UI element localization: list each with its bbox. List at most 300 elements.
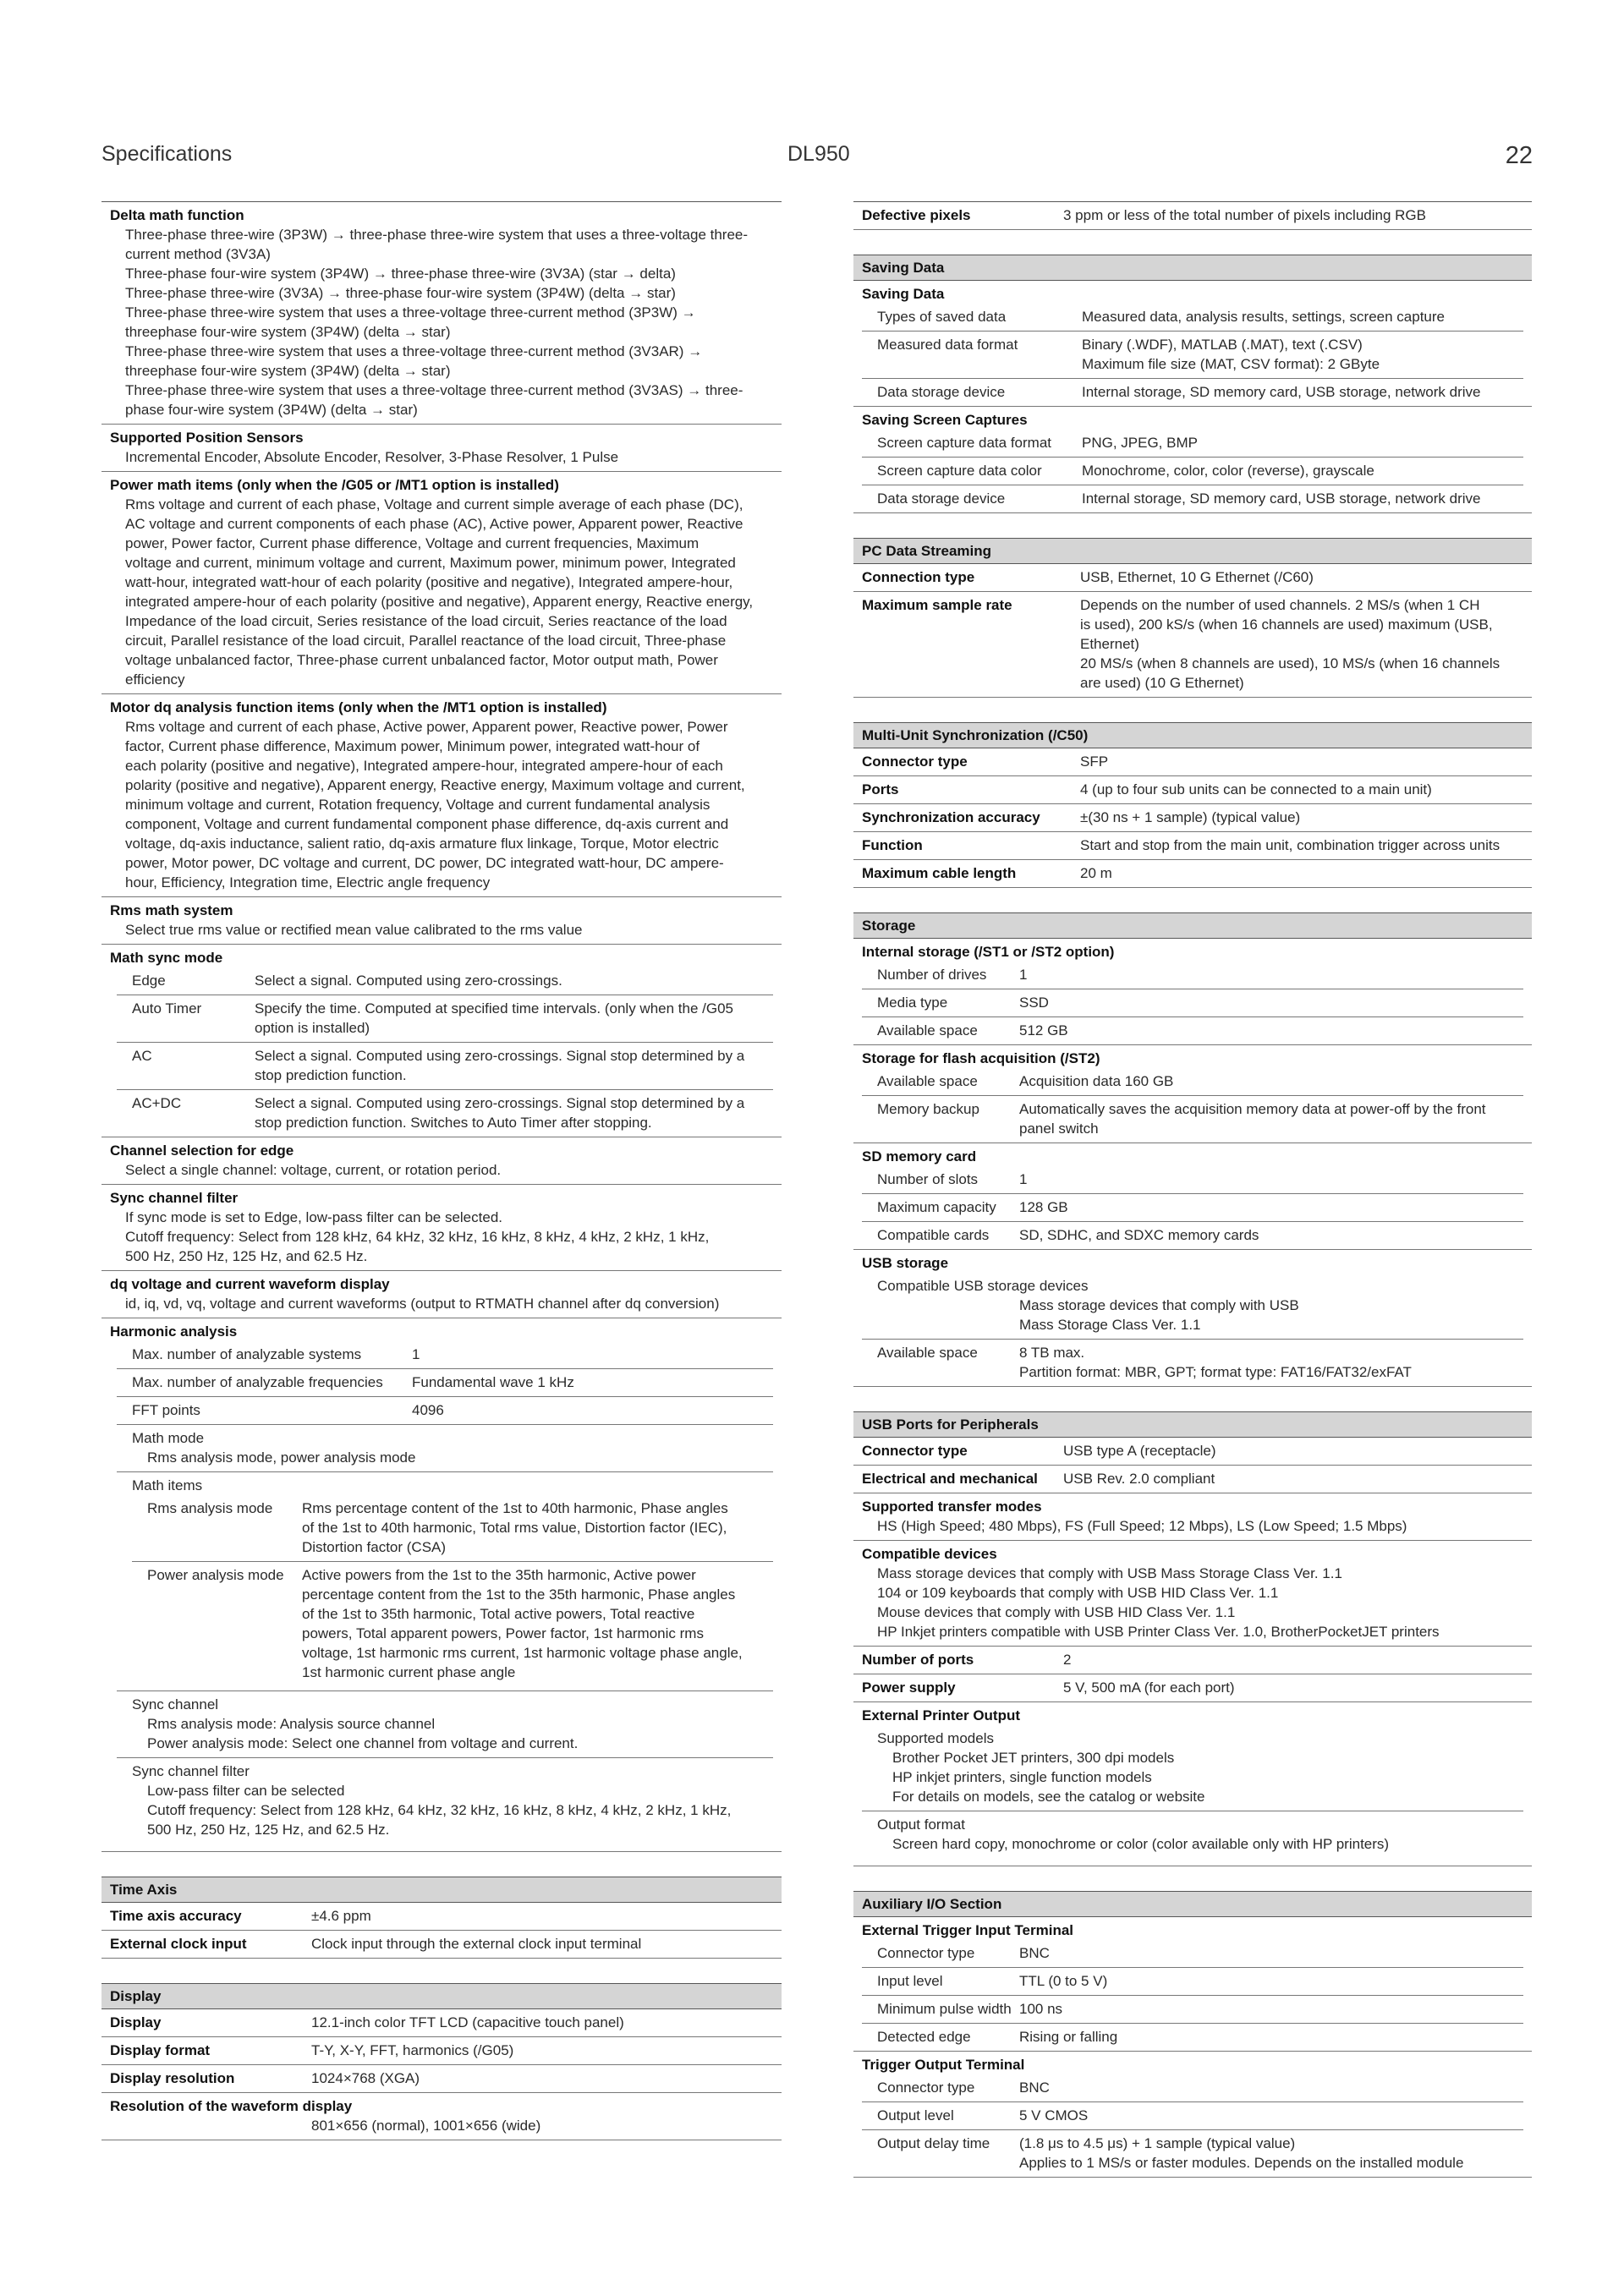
- spec-subrow: [862, 1996, 1523, 2024]
- spec-value: [1019, 965, 1523, 984]
- page-number: 22: [1505, 142, 1533, 169]
- spec-value-line: SD, SDHC, and SDXC memory cards: [1019, 1227, 1259, 1243]
- spec-line: power, Motor power, DC voltage and current, DC power, DC integrated watt-hour, DC ampere-: [125, 855, 724, 871]
- spec-value-line: 1: [1019, 967, 1028, 983]
- spec-line: HP Inkjet printers compatible with USB Printer Class Ver. 1.0, BrotherPocketJET printers: [877, 1624, 1440, 1640]
- right-column: [853, 201, 1532, 2178]
- section-header: Multi-Unit Synchronization (/C50): [853, 722, 1532, 748]
- spec-line: HS (High Speed; 480 Mbps), FS (Full Speed; 12 Mbps), LS (Low Speed; 1.5 Mbps): [877, 1518, 1407, 1534]
- spec-subtitle: Compatible devices: [862, 1546, 997, 1562]
- spec-value: [1019, 1021, 1523, 1040]
- spec-value: [302, 1499, 773, 1557]
- spec-title: Math sync mode: [110, 950, 223, 966]
- spec-value: [1080, 752, 1523, 771]
- spec-value: [255, 1093, 773, 1132]
- spec-value: [302, 1565, 773, 1682]
- spec-subtitle: Saving Data: [862, 286, 945, 302]
- spec-subrow: [862, 989, 1523, 1017]
- spec-key: Connector type: [862, 753, 968, 770]
- spec-subtitle: Saving Screen Captures: [862, 412, 1028, 428]
- multi-unit-sync-section: [853, 722, 1532, 888]
- sync-channel-filter-sub: [117, 1758, 773, 1851]
- position-sensors-block: [102, 425, 782, 472]
- spec-value-line: Maximum file size (MAT, CSV format): 2 GByte: [1082, 356, 1380, 372]
- spec-value: [1082, 382, 1523, 402]
- spec-row: [853, 832, 1532, 860]
- spec-key: Screen capture data format: [877, 435, 1052, 451]
- spec-key: Data storage device: [877, 490, 1006, 507]
- spec-title: Rms math system: [110, 902, 233, 918]
- spec-line: voltage unbalanced factor, Three-phase current unbalanced factor, Motor output math, Power: [125, 652, 718, 668]
- spec-row: [102, 2009, 782, 2037]
- spec-subrow: [862, 2130, 1523, 2177]
- transfer-modes-block: [853, 1493, 1532, 1541]
- spec-title: Harmonic analysis: [110, 1323, 238, 1340]
- spec-key: Resolution of the waveform display: [110, 2098, 353, 2114]
- spec-value-line: BNC: [1019, 2080, 1050, 2096]
- spec-value: [1019, 2078, 1523, 2097]
- section-header: Storage: [853, 912, 1532, 939]
- spec-value-line: Active powers from the 1st to the 35th harmonic, Active power: [302, 1567, 696, 1583]
- spec-line: Select true rms value or rectified mean value calibrated to the rms value: [125, 922, 583, 938]
- sync-channel-block: [117, 1691, 773, 1758]
- spec-value-line: 1: [1019, 1171, 1028, 1187]
- spec-key: Max. number of analyzable systems: [132, 1346, 362, 1362]
- spec-row: [853, 592, 1532, 698]
- spec-line: integrated ampere-hour of each polarity (positive and negative), Apparent energy, Reactive energy,: [125, 594, 754, 610]
- page-header: [0, 142, 1624, 176]
- storage-internal-block: [853, 939, 1532, 1045]
- spec-value: [1019, 2106, 1523, 2125]
- spec-key: Available space: [877, 1073, 978, 1089]
- spec-value: [1080, 863, 1523, 883]
- spec-key: Input level: [877, 1973, 943, 1989]
- spec-value-line: Mass storage devices that comply with USB: [1019, 1297, 1299, 1313]
- spec-value-line: Rms percentage content of the 1st to 40th harmonic, Phase angles: [302, 1500, 728, 1516]
- spec-subtitle: Supported models: [877, 1730, 994, 1746]
- spec-value: Fundamental wave 1 kHz: [412, 1374, 574, 1390]
- pc-streaming-section: [853, 538, 1532, 698]
- spec-row: [853, 748, 1532, 776]
- waveform-resolution-row: [102, 2093, 782, 2140]
- spec-line: circuit, Parallel resistance of the load circuit, Parallel reactance of the load circuit, Three-phase: [125, 633, 727, 649]
- aux-trig_out-block: [853, 2052, 1532, 2178]
- power-math-block: [102, 472, 782, 694]
- spec-key: Connector type: [877, 1945, 975, 1961]
- spec-row: [853, 1674, 1532, 1702]
- spec-value: 4096: [412, 1402, 444, 1418]
- spec-value: 1: [412, 1346, 420, 1362]
- section-header: USB Ports for Peripherals: [853, 1411, 1532, 1438]
- spec-title: Motor dq analysis function items (only when the /MT1 option is installed): [110, 699, 607, 715]
- spec-subtitle: External Printer Output: [862, 1707, 1021, 1723]
- spec-subtitle: Output format: [877, 1817, 965, 1833]
- spec-value-line: stop prediction function.: [255, 1067, 407, 1083]
- spec-value-line: 100 ns: [1019, 2001, 1063, 2017]
- spec-value-line: 20 MS/s (when 8 channels are used), 10 MS/s (when 16 channels: [1080, 655, 1501, 671]
- spec-key: Ports: [862, 781, 899, 797]
- spec-line: power, Power factor, Current phase difference, Voltage and current frequencies, Maximum: [125, 535, 700, 551]
- spec-subrow: [862, 1096, 1523, 1143]
- spec-subrow: [862, 2074, 1523, 2102]
- spec-value-line: 8 TB max.: [1019, 1345, 1085, 1361]
- spec-subrow: [117, 1090, 773, 1137]
- spec-value-line: BNC: [1019, 1945, 1050, 1961]
- spec-value-line: Ethernet): [1080, 636, 1139, 652]
- storage-section: [853, 912, 1532, 1387]
- spec-key: Compatible USB storage devices: [877, 1278, 1089, 1294]
- spec-key: Maximum cable length: [862, 865, 1017, 881]
- spec-line: Three-phase three-wire (3V3A) → three-phase four-wire system (3P4W) (delta → star): [125, 285, 676, 301]
- spec-value-line: Acquisition data 160 GB: [1019, 1073, 1174, 1089]
- spec-key: Connector type: [877, 2080, 975, 2096]
- auxiliary-io-section: [853, 1891, 1532, 2178]
- spec-value: [1082, 461, 1523, 480]
- spec-key: FFT points: [132, 1402, 200, 1418]
- spec-line: polarity (positive and negative), Apparent energy, Reactive energy, Maximum voltage and current,: [125, 777, 745, 793]
- spec-key: Data storage device: [877, 384, 1006, 400]
- spec-line: component, Voltage and current fundamental component phase difference, dq-axis current and: [125, 816, 729, 832]
- spec-row: [853, 202, 1532, 230]
- spec-key: Detected edge: [877, 2029, 971, 2045]
- spec-line: Rms analysis mode, power analysis mode: [147, 1449, 416, 1466]
- spec-key: Output level: [877, 2107, 954, 2123]
- spec-key: Types of saved data: [877, 309, 1007, 325]
- section-header: PC Data Streaming: [853, 538, 1532, 564]
- time-axis-section: [102, 1877, 782, 1959]
- spec-value-line: 512 GB: [1019, 1022, 1068, 1038]
- spec-value-line: TTL (0 to 5 V): [1019, 1973, 1108, 1989]
- spec-line: threephase four-wire system (3P4W) (delta → star): [125, 363, 451, 379]
- spec-value: 2: [1063, 1652, 1072, 1668]
- spec-subrow: [862, 332, 1523, 379]
- spec-value: [1019, 1197, 1523, 1217]
- spec-key: AC: [132, 1048, 152, 1064]
- spec-value: [255, 971, 773, 990]
- spec-row: [853, 804, 1532, 832]
- spec-line: 500 Hz, 250 Hz, 125 Hz, and 62.5 Hz.: [125, 1248, 368, 1264]
- spec-line: Rms voltage and current of each phase, Active power, Apparent power, Reactive power, Power: [125, 719, 728, 735]
- spec-subtitle: USB storage: [862, 1255, 949, 1271]
- section-header: Saving Data: [853, 255, 1532, 281]
- spec-subrow: [132, 1562, 773, 1686]
- spec-value-line: 4 (up to four sub units can be connected to a main unit): [1080, 781, 1432, 797]
- spec-row: [102, 2065, 782, 2093]
- spec-value: Clock input through the external clock input terminal: [311, 1936, 642, 1952]
- storage-sd-block: [853, 1143, 1532, 1250]
- spec-subrow: [862, 1273, 1523, 1340]
- section-header: Display: [102, 1983, 782, 2009]
- spec-row: [853, 1466, 1532, 1493]
- storage-flash-block: [853, 1045, 1532, 1143]
- spec-key: Max. number of analyzable frequencies: [132, 1374, 383, 1390]
- storage-usb-block: [853, 1250, 1532, 1387]
- spec-line: threephase four-wire system (3P4W) (delta → star): [125, 324, 451, 340]
- spec-line: Mass storage devices that comply with USB Mass Storage Class Ver. 1.1: [877, 1565, 1342, 1581]
- spec-line: Cutoff frequency: Select from 128 kHz, 64 kHz, 32 kHz, 16 kHz, 8 kHz, 4 kHz, 2 kHz, 1 kHz,: [147, 1802, 732, 1818]
- spec-value-line: (1.8 μs to 4.5 μs) + 1 sample (typical value): [1019, 2135, 1296, 2151]
- spec-line: Three-phase four-wire system (3P4W) → three-phase three-wire (3V3A) (star → delta): [125, 266, 676, 282]
- spec-subrow: [132, 1495, 773, 1562]
- spec-value-line: Internal storage, SD memory card, USB storage, network drive: [1082, 490, 1481, 507]
- spec-subrow: [117, 1341, 773, 1369]
- spec-key: Power analysis mode: [147, 1567, 284, 1583]
- defective-pixels-row: [853, 202, 1532, 230]
- spec-value: [1019, 1225, 1523, 1245]
- spec-value-line: Select a signal. Computed using zero-crossings.: [255, 973, 562, 989]
- usb-ports-section: [853, 1411, 1532, 1866]
- compatible-devices-block: [853, 1541, 1532, 1647]
- spec-key: Electrical and mechanical: [862, 1471, 1038, 1487]
- spec-line: Screen hard copy, monochrome or color (color available only with HP printers): [892, 1836, 1390, 1852]
- spec-key: Rms analysis mode: [147, 1500, 273, 1516]
- spec-line: HP inkjet printers, single function models: [892, 1769, 1152, 1785]
- section-header: Auxiliary I/O Section: [853, 1891, 1532, 1917]
- spec-value-line: ±(30 ns + 1 sample) (typical value): [1080, 809, 1301, 825]
- spec-key: Measured data format: [877, 337, 1018, 353]
- spec-subrow: [862, 485, 1523, 512]
- spec-key: Edge: [132, 973, 166, 989]
- spec-row: [853, 564, 1532, 592]
- spec-row: [853, 860, 1532, 888]
- spec-value-line: Automatically saves the acquisition memory data at power-off by the front: [1019, 1101, 1486, 1117]
- spec-subtitle: Math mode: [132, 1430, 205, 1446]
- spec-line: 500 Hz, 250 Hz, 125 Hz, and 62.5 Hz.: [147, 1822, 390, 1838]
- spec-key: Power supply: [862, 1680, 956, 1696]
- spec-subtitle: Storage for flash acquisition (/ST2): [862, 1050, 1100, 1066]
- spec-value: [1080, 836, 1523, 855]
- spec-value: [1019, 1343, 1523, 1382]
- spec-line: Three-phase three-wire system that uses a three-voltage three-current method (3V3AR) →: [125, 343, 703, 359]
- spec-value-line: panel switch: [1019, 1121, 1099, 1137]
- spec-subrow: [862, 962, 1523, 989]
- spec-subrow: [862, 1222, 1523, 1249]
- spec-value-line: Applies to 1 MS/s or faster modules. Depends on the installed module: [1019, 2155, 1464, 2171]
- spec-subrow: [117, 1043, 773, 1090]
- spec-value-line: of the 1st to 40th harmonic, Total rms value, Distortion factor (IEC),: [302, 1520, 727, 1536]
- spec-subtitle: External Trigger Input Terminal: [862, 1922, 1074, 1938]
- math-sync-mode-block: [102, 945, 782, 1137]
- spec-row: [853, 1438, 1532, 1466]
- spec-line: Power analysis mode: Select one channel from voltage and current.: [147, 1735, 579, 1751]
- spec-subrow: [862, 1166, 1523, 1194]
- spec-key: Available space: [877, 1022, 978, 1038]
- spec-row: [102, 1903, 782, 1931]
- spec-value: 3 ppm or less of the total number of pixels including RGB: [1063, 207, 1426, 223]
- spec-line: Three-phase three-wire system that uses a three-voltage three-current method (3P3W) →: [125, 304, 696, 321]
- spec-value: [1019, 993, 1523, 1012]
- header-section-title: Specifications: [102, 142, 233, 166]
- spec-key: AC+DC: [132, 1095, 182, 1111]
- spec-key: Maximum capacity: [877, 1199, 996, 1215]
- spec-key: Compatible cards: [877, 1227, 990, 1243]
- math-items-block: [117, 1472, 773, 1691]
- spec-value: [1019, 1971, 1523, 1991]
- spec-subrow: [117, 967, 773, 995]
- spec-value-line: SFP: [1080, 753, 1109, 770]
- spec-value: [255, 1046, 773, 1085]
- spec-line: Rms voltage and current of each phase, Voltage and current simple average of each phase (DC),: [125, 496, 743, 512]
- spec-line: Three-phase three-wire (3P3W) → three-phase three-wire system that uses a three-voltage three-: [125, 227, 749, 243]
- spec-subtitle: Sync channel: [132, 1696, 219, 1712]
- spec-line: id, iq, vd, vq, voltage and current waveforms (output to RTMATH channel after dq conversion): [125, 1296, 720, 1312]
- spec-value-line: Mass Storage Class Ver. 1.1: [1019, 1317, 1201, 1333]
- spec-subtitle: Math items: [132, 1477, 203, 1493]
- spec-value-line: voltage, 1st harmonic rms current, 1st harmonic voltage phase angle,: [302, 1645, 743, 1661]
- spec-value-line: Partition format: MBR, GPT; format type: FAT16/FAT32/exFAT: [1019, 1364, 1412, 1380]
- spec-value: [1019, 1099, 1523, 1138]
- spec-key: Memory backup: [877, 1101, 979, 1117]
- spec-value: [255, 999, 773, 1038]
- spec-line: current method (3V3A): [125, 246, 271, 262]
- saving-data-block: [853, 281, 1532, 407]
- spec-subrow: [862, 1968, 1523, 1996]
- spec-key: Time axis accuracy: [110, 1908, 242, 1924]
- spec-subrow: [117, 995, 773, 1043]
- spec-value-line: Measured data, analysis results, settings, screen capture: [1082, 309, 1445, 325]
- spec-key: Connection type: [862, 569, 975, 585]
- spec-line: phase four-wire system (3P4W) (delta → star): [125, 402, 418, 418]
- spec-value-line: SSD: [1019, 995, 1049, 1011]
- spec-value: [1080, 595, 1523, 693]
- motor-dq-block: [102, 694, 782, 897]
- spec-subrow: [862, 2024, 1523, 2051]
- spec-title: Channel selection for edge: [110, 1143, 294, 1159]
- spec-key: Available space: [877, 1345, 978, 1361]
- spec-subtitle: Supported transfer modes: [862, 1499, 1042, 1515]
- spec-value: USB type A (receptacle): [1063, 1443, 1216, 1459]
- spec-line: Incremental Encoder, Absolute Encoder, Resolver, 3-Phase Resolver, 1 Pulse: [125, 449, 619, 465]
- spec-key: Function: [862, 837, 923, 853]
- saving-data-section: [853, 255, 1532, 513]
- spec-line: watt-hour, integrated watt-hour of each polarity (positive and negative), Integrated ampere-hour,: [125, 574, 733, 590]
- spec-line: Cutoff frequency: Select from 128 kHz, 64 kHz, 32 kHz, 16 kHz, 8 kHz, 4 kHz, 2 kHz, 1 kHz,: [125, 1229, 710, 1245]
- spec-value-line: Internal storage, SD memory card, USB storage, network drive: [1082, 384, 1481, 400]
- spec-title: Power math items (only when the /G05 or /MT1 option is installed): [110, 477, 559, 493]
- spec-value: [1019, 1999, 1523, 2019]
- spec-value: [1080, 780, 1523, 799]
- spec-line: voltage, dq-axis inductance, salient ratio, dq-axis armature flux linkage, Torque, Motor electric: [125, 836, 719, 852]
- spec-title: Supported Position Sensors: [110, 430, 304, 446]
- spec-row: [102, 2037, 782, 2065]
- display-section: [102, 1983, 782, 2140]
- harmonic-analysis-block: [102, 1318, 782, 1852]
- section-header: Time Axis: [102, 1877, 782, 1903]
- spec-line: Impedance of the load circuit, Series resistance of the load circuit, Series reactance of the load: [125, 613, 727, 629]
- spec-value: 1024×768 (XGA): [311, 2070, 420, 2086]
- saving-captures-block: [853, 407, 1532, 513]
- spec-value-line: Binary (.WDF), MATLAB (.MAT), text (.CSV): [1082, 337, 1363, 353]
- spec-subrow: [862, 304, 1523, 332]
- spec-key: External clock input: [110, 1936, 247, 1952]
- spec-value-line: percentage content from the 1st to the 35th harmonic, Phase angles: [302, 1586, 736, 1603]
- spec-value: 801×656 (normal), 1001×656 (wide): [311, 2118, 541, 2134]
- spec-key: Output delay time: [877, 2135, 990, 2151]
- spec-row: [853, 776, 1532, 804]
- spec-title: dq voltage and current waveform display: [110, 1276, 390, 1292]
- spec-value: [1019, 1071, 1523, 1091]
- spec-value: ±4.6 ppm: [311, 1908, 371, 1924]
- spec-value: [1082, 489, 1523, 508]
- aux-trig_in-block: [853, 1917, 1532, 2052]
- spec-value-line: Monochrome, color, color (reverse), grayscale: [1082, 463, 1374, 479]
- spec-value-line: USB, Ethernet, 10 G Ethernet (/C60): [1080, 569, 1314, 585]
- spec-line: efficiency: [125, 671, 185, 688]
- spec-value-line: 5 V CMOS: [1019, 2107, 1089, 2123]
- left-column: [102, 201, 782, 2140]
- spec-line: Rms analysis mode: Analysis source channel: [147, 1716, 436, 1732]
- spec-subrow: [862, 1068, 1523, 1096]
- math-mode-block: [117, 1425, 773, 1472]
- spec-key: Number of drives: [877, 967, 987, 983]
- spec-subrow: [117, 1369, 773, 1397]
- spec-subrow: [862, 379, 1523, 406]
- spec-key: Display format: [110, 2042, 211, 2058]
- spec-subrow: [862, 1017, 1523, 1044]
- spec-value-line: 20 m: [1080, 865, 1112, 881]
- spec-key: Display: [110, 2014, 162, 2030]
- spec-value-line: Select a signal. Computed using zero-crossings. Signal stop determined by a: [255, 1095, 745, 1111]
- spec-value-line: Depends on the number of used channels. 2 MS/s (when 1 CH: [1080, 597, 1480, 613]
- spec-key: Display resolution: [110, 2070, 235, 2086]
- spec-value: [1019, 1943, 1523, 1963]
- spec-key: Synchronization accuracy: [862, 809, 1040, 825]
- spec-value: 12.1-inch color TFT LCD (capacitive touch panel): [311, 2014, 624, 2030]
- rms-math-block: [102, 897, 782, 945]
- spec-line: For details on models, see the catalog or website: [892, 1789, 1205, 1805]
- spec-line: factor, Current phase difference, Maximum power, Minimum power, integrated watt-hour of: [125, 738, 700, 754]
- spec-value: [1080, 567, 1523, 587]
- spec-line: Low-pass filter can be selected: [147, 1783, 345, 1799]
- spec-value: 5 V, 500 mA (for each port): [1063, 1680, 1235, 1696]
- spec-line: 104 or 109 keyboards that comply with USB HID Class Ver. 1.1: [877, 1585, 1279, 1601]
- spec-value-line: stop prediction function. Switches to Auto Timer after stopping.: [255, 1115, 652, 1131]
- spec-row: [853, 1647, 1532, 1674]
- spec-subrow: [117, 1397, 773, 1425]
- spec-subtitle: SD memory card: [862, 1148, 977, 1164]
- spec-value: [1019, 2134, 1523, 2173]
- spec-value-line: Select a signal. Computed using zero-crossings. Signal stop determined by a: [255, 1048, 745, 1064]
- spec-value: [1080, 808, 1523, 827]
- spec-line: voltage and current, minimum voltage and current, Maximum power, minimum power, Integrated: [125, 555, 736, 571]
- spec-value-line: Rising or falling: [1019, 2029, 1118, 2045]
- spec-value-line: are used) (10 G Ethernet): [1080, 675, 1244, 691]
- spec-value-line: Start and stop from the main unit, combination trigger across units: [1080, 837, 1501, 853]
- spec-subrow: [862, 1940, 1523, 1968]
- spec-line: Mouse devices that comply with USB HID Class Ver. 1.1: [877, 1604, 1236, 1620]
- spec-key: Connector type: [862, 1443, 968, 1459]
- spec-line: hour, Efficiency, Integration time, Electric angle frequency: [125, 874, 491, 890]
- spec-subrow: [862, 430, 1523, 458]
- spec-subrow: [862, 2102, 1523, 2130]
- spec-line: AC voltage and current components of each phase (AC), Active power, Apparent power, Reactive: [125, 516, 743, 532]
- spec-value-line: 1st harmonic current phase angle: [302, 1664, 516, 1680]
- spec-line: Select a single channel: voltage, current, or rotation period.: [125, 1162, 502, 1178]
- spec-line: minimum voltage and current, Rotation frequency, Voltage and current fundamental analysis: [125, 797, 710, 813]
- header-product-name: DL950: [787, 142, 850, 166]
- spec-subtitle: Trigger Output Terminal: [862, 2057, 1025, 2073]
- delta-math-block: [102, 202, 782, 425]
- spec-key: Media type: [877, 995, 948, 1011]
- spec-subrow: [862, 458, 1523, 485]
- spec-value-line: PNG, JPEG, BMP: [1082, 435, 1198, 451]
- spec-line: Three-phase three-wire system that uses a three-voltage three-current method (3V3AS) → three-: [125, 382, 743, 398]
- spec-key: Maximum sample rate: [862, 597, 1012, 613]
- dq-waveform-block: [102, 1271, 782, 1318]
- spec-value-line: Distortion factor (CSA): [302, 1539, 447, 1555]
- spec-value: T-Y, X-Y, FFT, harmonics (/G05): [311, 2042, 514, 2058]
- spec-value-line: option is installed): [255, 1020, 370, 1036]
